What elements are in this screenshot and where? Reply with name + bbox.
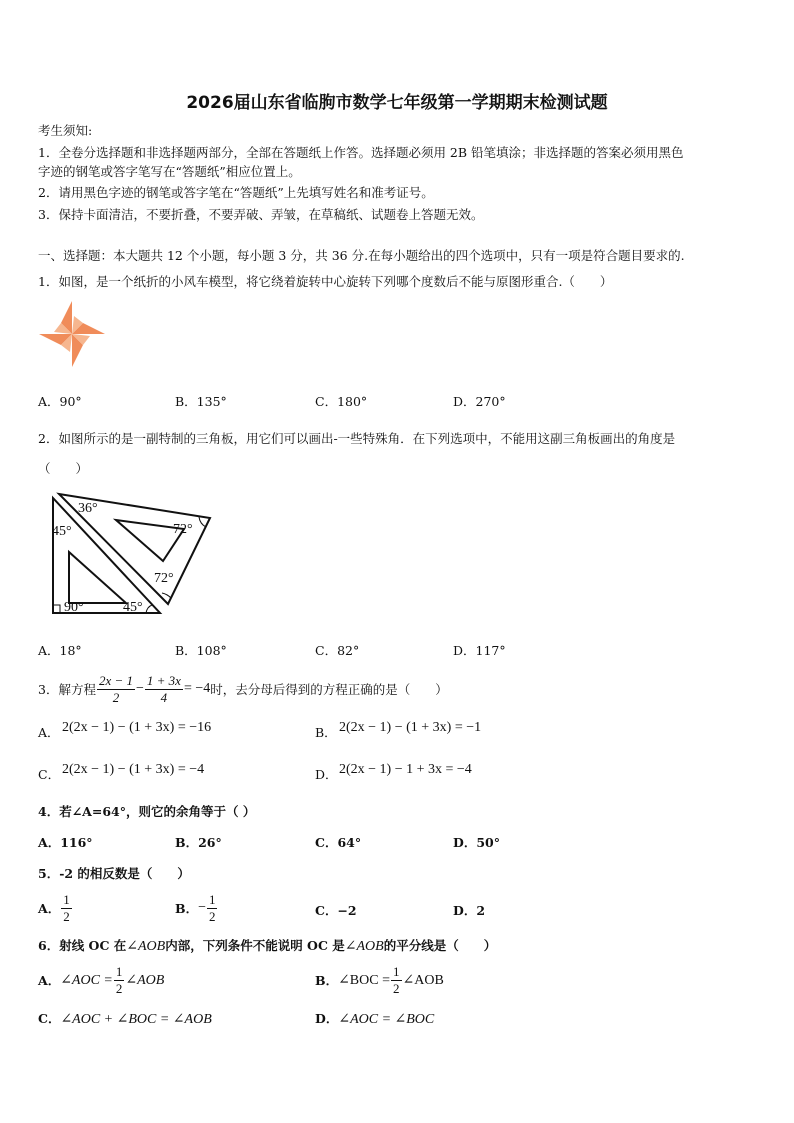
q1-stem: 1．如图，是一个纸折的小风车模型，将它绕着旋转中心旋转下列哪个度数后不能与原图形重合.（ ） [38, 274, 613, 289]
q1-option-b: B．135° [175, 394, 227, 409]
q3-stem [38, 670, 448, 708]
notice-line-3: 2．请用黑色字迹的钢笔或答字笔在“答题纸”上先填写姓名和准考证号。 [38, 185, 434, 200]
notice-line-1: 1．全卷分选择题和非选择题两部分，全部在答题纸上作答。选择题必须用 2B 铅笔填涂；非选择题的答案必须用黑色 [38, 145, 684, 160]
q6-label-a: A． [38, 973, 61, 988]
q3-stem-pre: 3．解方程 [38, 682, 96, 697]
q3-fraction-2-den: 4 [160, 689, 168, 705]
q4-stem: 4．若∠A=64°，则它的余角等于（ ） [38, 804, 256, 819]
label-45-bottom: 45° [123, 600, 143, 615]
q2-stem: 2．如图所示的是一副特制的三角板，用它们可以画出-一些特殊角．在下列选项中，不能用这副三角板画出的角度是 [38, 431, 676, 446]
q5-b-frac-num: 1 [208, 891, 216, 907]
q5-label-a: A． [38, 901, 61, 916]
pinwheel-blade [72, 334, 90, 367]
q6-label-b: B． [315, 973, 339, 988]
q3-stem-post: 时，去分母后得到的方程正确的是（ ） [210, 682, 448, 697]
q4-option-a: A．116° [38, 835, 93, 850]
q6-angle-aob-2: ∠AOB [344, 939, 384, 954]
q3-fraction-1 [97, 674, 135, 704]
q3-fraction-1-num: 2x − 1 [98, 672, 133, 688]
q6-label-d: D． [315, 1011, 339, 1026]
q6-stem [38, 936, 496, 955]
q6-b-right: ∠AOB [402, 972, 444, 988]
notice-line-2: 字迹的钢笔或答字笔写在“答题纸”相应位置上。 [38, 164, 301, 179]
q5-b-neg: − [198, 900, 206, 915]
q6-b-left: ∠BOC = [338, 972, 390, 988]
q6-a-frac-den: 2 [115, 980, 123, 996]
q6-stem-post: 的平分线是（ ） [383, 938, 497, 953]
q2-stem-paren: （ ） [38, 461, 89, 476]
q3-equals: = −4 [183, 681, 211, 696]
q6-b-fraction [391, 965, 402, 995]
q2-option-c: C．82° [315, 643, 360, 658]
q5-option-a [38, 888, 73, 928]
q4-option-b: B．26° [175, 835, 222, 850]
q2-option-d: D．117° [453, 643, 506, 658]
q3-label-b: B． [315, 725, 337, 740]
q3-fraction-2 [145, 674, 183, 704]
q3-label-c: C． [38, 767, 61, 782]
q5-a-frac-den: 2 [63, 908, 70, 924]
q3-option-b: 2(2x − 1) − (1 + 3x) = −1 [339, 720, 482, 735]
q6-angle-aob: ∠AOB [126, 939, 166, 954]
q5-a-fraction [61, 893, 72, 923]
q3-option-d: 2(2x − 1) − 1 + 3x = −4 [339, 762, 472, 777]
pinwheel-blade [39, 334, 72, 352]
q3-label-d: D． [315, 767, 338, 782]
q6-a-fraction [114, 965, 125, 995]
notice-line-4: 3．保持卡面清洁，不要折叠，不要弄破、弄皱，在草稿纸、试题卷上答题无效。 [38, 207, 484, 222]
q6-option-d [315, 1009, 434, 1028]
q5-option-c: C．−2 [315, 903, 357, 918]
notice-heading: 考生须知: [38, 123, 93, 138]
label-45-top: 45° [52, 524, 72, 539]
q2-option-b: B．108° [175, 643, 227, 658]
q5-b-fraction [207, 893, 218, 923]
q3-minus: − [136, 681, 144, 696]
q5-b-frac-den: 2 [208, 908, 216, 924]
q5-label-b: B． [175, 901, 199, 916]
q5-option-d: D．2 [453, 903, 486, 918]
q6-option-b [315, 960, 444, 1000]
page-title: 2026届山东省临朐市数学七年级第一学期期末检测试题 [186, 93, 608, 113]
q5-option-b [175, 888, 218, 928]
q6-a-right: ∠AOB [125, 972, 165, 988]
q5-stem: 5．-2 的相反数是（ ） [38, 866, 190, 881]
q6-b-frac-den: 2 [393, 980, 400, 996]
q3-option-c: 2(2x − 1) − (1 + 3x) = −4 [62, 762, 205, 777]
label-72-right: 72° [173, 522, 193, 537]
q5-a-frac-num: 1 [63, 891, 70, 907]
q1-option-d: D．270° [453, 394, 506, 409]
q3-option-a: 2(2x − 1) − (1 + 3x) = −16 [62, 720, 212, 735]
q6-stem-mid: 内部，下列条件不能说明 OC 是 [165, 938, 345, 953]
q6-a-frac-num: 1 [115, 963, 123, 979]
pinwheel-blade [72, 316, 105, 334]
q3-fraction-1-den: 2 [112, 689, 120, 705]
pinwheel-blade [54, 301, 72, 334]
q3-fraction-2-num: 1 + 3x [146, 672, 181, 688]
q4-option-d: D．50° [453, 835, 500, 850]
q1-option-a: A．90° [38, 394, 82, 409]
label-90: 90° [64, 600, 84, 615]
q6-stem-pre: 6．射线 OC 在 [38, 938, 127, 953]
q3-label-a: A． [38, 725, 60, 740]
q1-option-c: C．180° [315, 394, 368, 409]
q4-option-c: C．64° [315, 835, 362, 850]
label-36: 36° [78, 501, 98, 516]
q6-c-text: ∠AOC + ∠BOC = ∠AOB [60, 1012, 212, 1027]
triangle-set-figure [36, 490, 214, 616]
q6-d-text: ∠AOC = ∠BOC [338, 1012, 435, 1027]
q6-b-frac-num: 1 [393, 963, 400, 979]
q6-option-c [38, 1009, 212, 1028]
q6-a-left: ∠AOC = [60, 972, 113, 988]
q6-option-a [38, 960, 164, 1000]
section-heading: 一、选择题：本大题共 12 个小题，每小题 3 分，共 36 分.在每小题给出的四个选项中，只有一项是符合题目要求的. [38, 248, 685, 263]
q6-label-c: C． [38, 1011, 61, 1026]
pinwheel-figure [38, 300, 106, 368]
q2-option-a: A．18° [38, 643, 82, 658]
label-72-bottom: 72° [154, 571, 174, 586]
